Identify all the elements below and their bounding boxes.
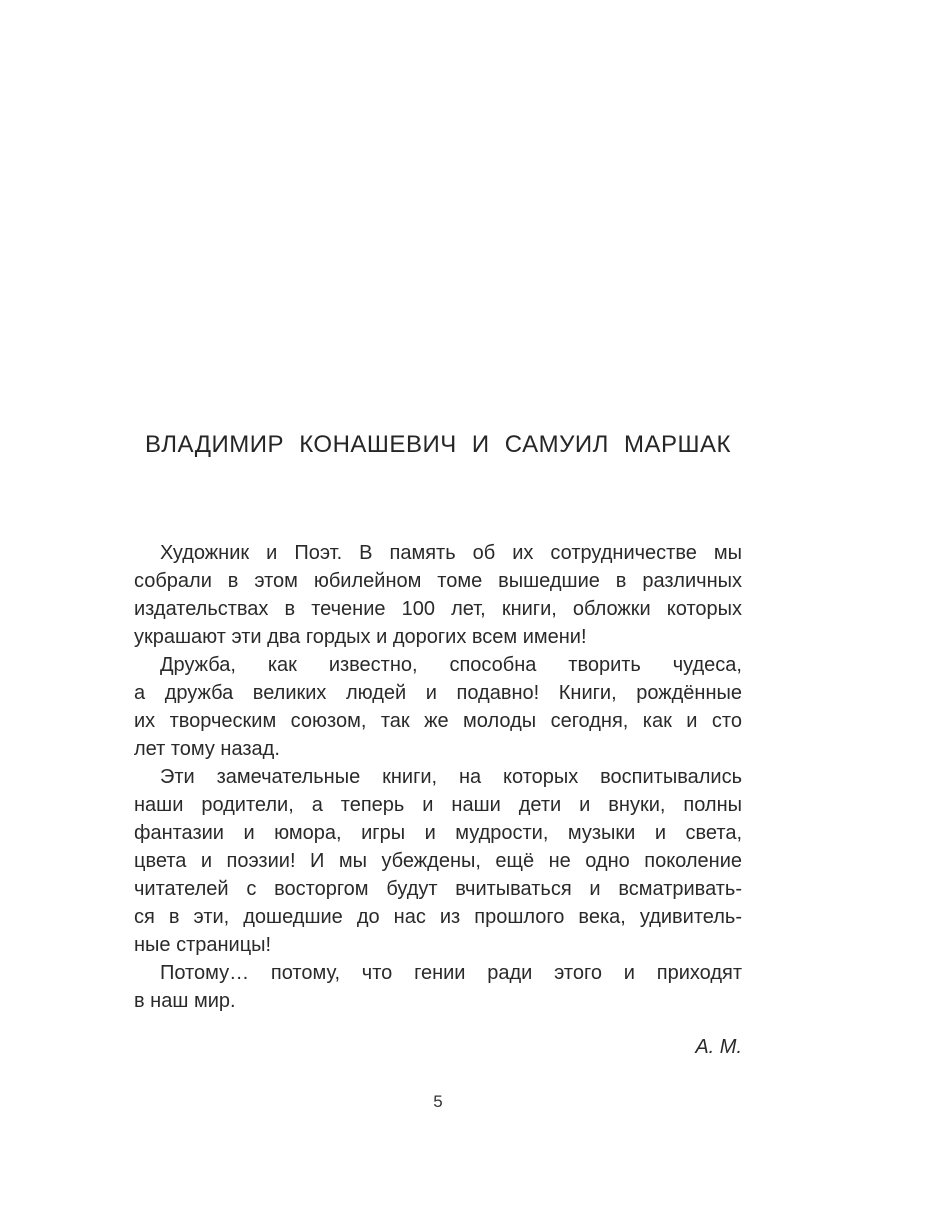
text-line: издательствах в течение 100 лет, книги, обложки которых [134,598,742,620]
page-number: 5 [433,1092,443,1111]
text-line: собрали в этом юбилейном томе вышедшие в различных [134,570,742,592]
signature: А. М. [695,1036,742,1058]
text-line: Дружба, как известно, способна творить чудеса, [160,654,742,676]
page-title: ВЛАДИМИР КОНАШЕВИЧ И САМУИЛ МАРШАК [145,431,731,458]
text-line: Потому… потому, что гении ради этого и приходят [160,962,742,984]
text-line: ные страницы! [134,934,272,956]
text-line: фантазии и юмора, игры и мудрости, музыки и света, [134,822,742,844]
text-line: лет тому назад. [134,738,280,760]
text-line: ся в эти, дошедшие до нас из прошлого века, удивитель- [134,906,742,928]
text-line: украшают эти два гордых и дорогих всем имени! [134,626,587,648]
text-line: а дружба великих людей и подавно! Книги, рождённые [134,682,742,704]
text-line: цвета и поэзии! И мы убеждены, ещё не одно поколение [134,850,742,872]
text-line: в наш мир. [134,990,236,1012]
body-text [134,539,742,1015]
text-line: читателей с восторгом будут вчитываться и всматривать- [134,878,742,900]
text-line: их творческим союзом, так же молоды сегодня, как и сто [134,710,742,732]
text-line: Эти замечательные книги, на которых воспитывались [160,766,742,788]
text-line: Художник и Поэт. В память об их сотрудничестве мы [160,542,742,564]
text-line: наши родители, а теперь и наши дети и внуки, полны [134,794,742,816]
